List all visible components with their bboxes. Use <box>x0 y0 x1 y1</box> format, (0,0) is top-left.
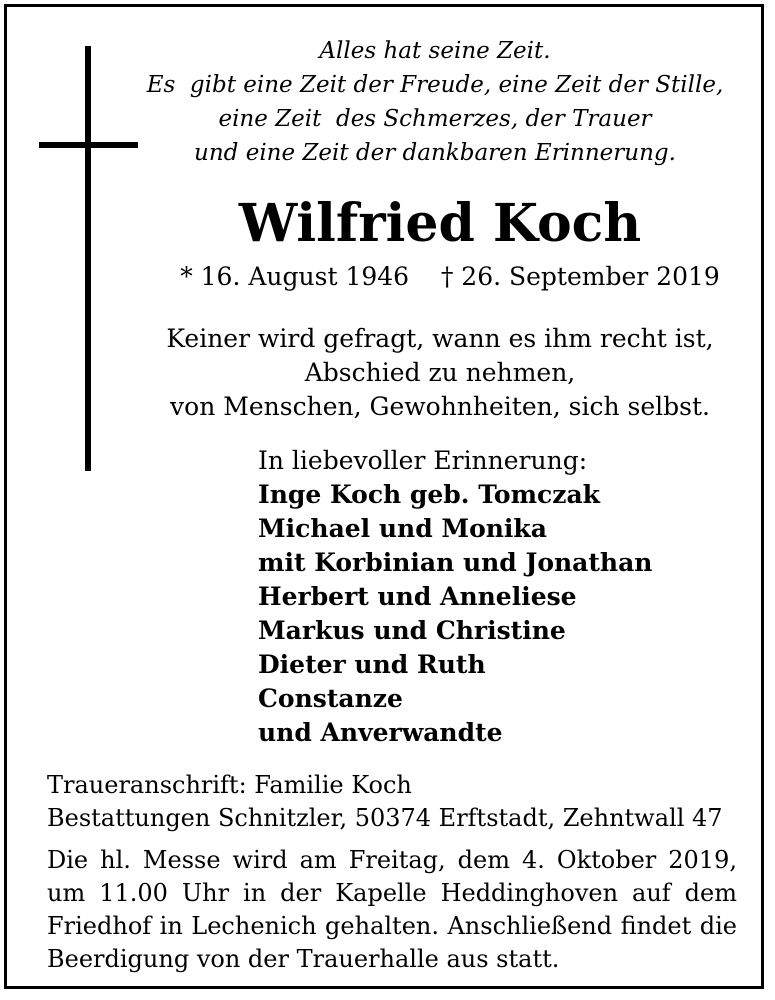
mourner: Dieter und Ruth <box>258 650 486 679</box>
mourners-list <box>258 444 652 750</box>
mourner: Herbert und Anneliese <box>258 582 577 611</box>
mourner: und Anverwandte <box>258 718 503 747</box>
motto-line: Alles hat seine Zeit. <box>319 38 551 64</box>
motto-line: und eine Zeit der dankbaren Erinnerung. <box>194 140 676 166</box>
life-dates: * 16. August 1946 † 26. September 2019 <box>180 262 720 291</box>
mourner: Constanze <box>258 684 403 713</box>
mourner: Michael und Monika <box>258 514 547 543</box>
verse-line: Abschied zu nehmen, <box>304 358 576 387</box>
mass-line: um 11.00 Uhr in der Kapelle Heddinghoven auf dem <box>47 879 737 907</box>
verse-line: von Menschen, Gewohnheiten, sich selbst. <box>170 392 710 421</box>
mourner: mit Korbinian und Jonathan <box>258 548 653 577</box>
motto-line: eine Zeit des Schmerzes, der Trauer <box>218 106 652 132</box>
verse-line: Keiner wird gefragt, wann es ihm recht ist, <box>166 324 714 353</box>
motto-line: Es gibt eine Zeit der Freude, eine Zeit der Stille, <box>146 72 724 98</box>
motto <box>120 34 750 170</box>
mourners-intro: In liebevoller Erinnerung: <box>258 446 588 475</box>
mourner: Markus und Christine <box>258 616 566 645</box>
mass-line: Die hl. Messe wird am Freitag, dem 4. Oktober 2019, <box>47 846 737 874</box>
address-line: Bestattungen Schnitzler, 50374 Erftstadt, Zehntwall 47 <box>47 804 723 832</box>
cross-icon <box>85 46 91 471</box>
footer-info <box>47 769 737 976</box>
mass-announcement <box>47 844 737 976</box>
deceased-name: Wilfried Koch <box>238 193 642 254</box>
verse <box>130 322 750 424</box>
mass-line: Beerdigung von der Trauerhalle aus statt. <box>47 945 560 973</box>
mourner: Inge Koch geb. Tomczak <box>258 480 600 509</box>
address-line: Traueranschrift: Familie Koch <box>47 771 412 799</box>
mass-line: Friedhof in Lechenich gehalten. Anschließend findet die <box>47 912 737 940</box>
